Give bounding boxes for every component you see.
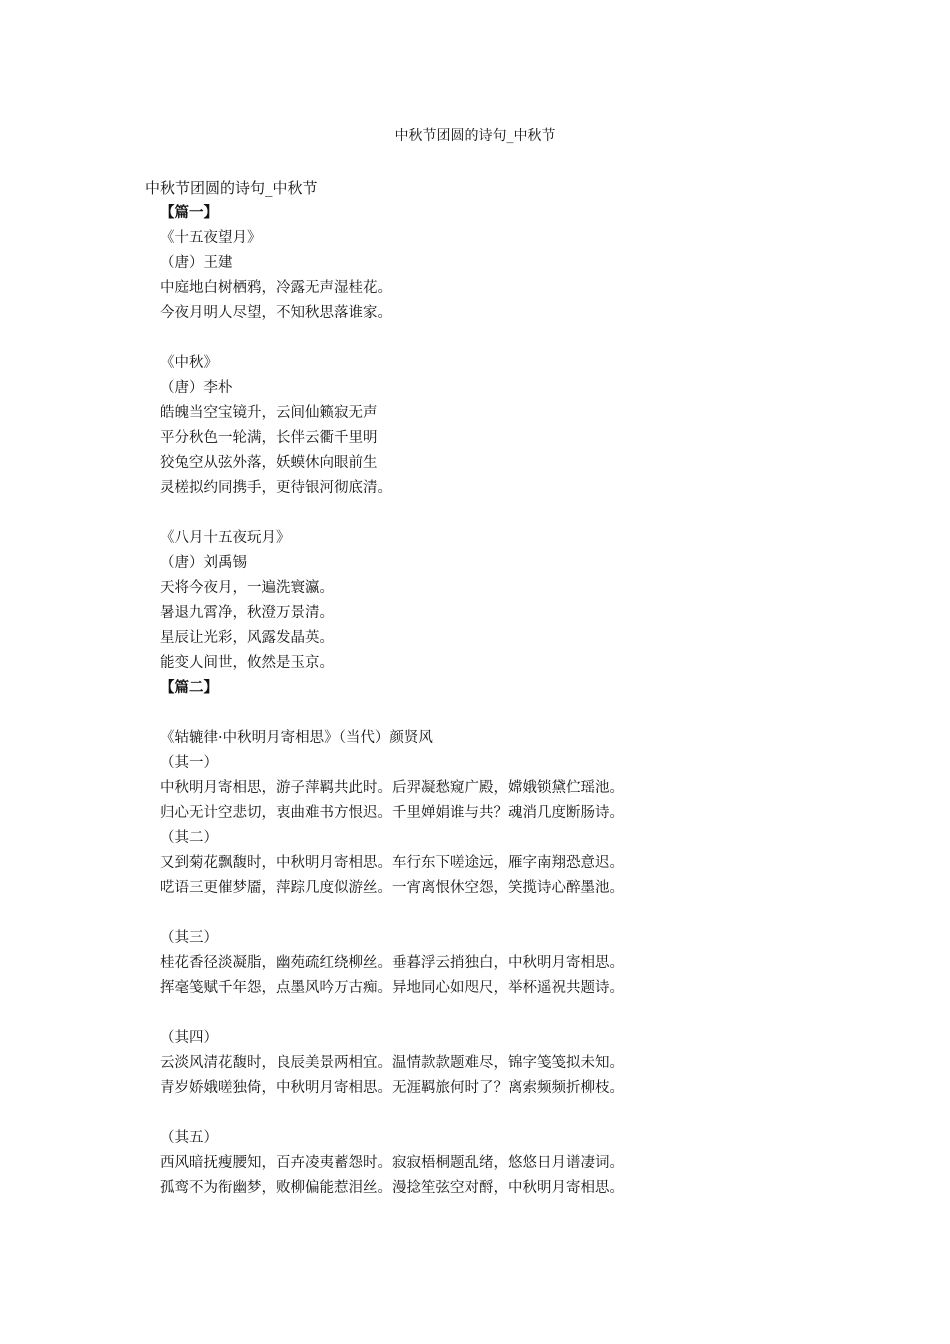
poem-attribution: （唐）王建 bbox=[160, 255, 233, 271]
blank-line bbox=[160, 703, 720, 728]
poem-line: 云淡风清花馥时，良辰美景两相宜。温情款款题难尽，锦字笺笺拟未知。 bbox=[160, 1055, 624, 1071]
section-marker: 【篇二】 bbox=[160, 679, 218, 696]
poem-line: 皓魄当空宝镜升，云间仙籁寂无声 bbox=[160, 405, 378, 421]
poem-line: 灵槎拟约同携手，更待银河彻底清。 bbox=[160, 480, 392, 496]
poem-line: 青岁娇娥嗟独倚，中秋明月寄相思。无涯羁旅何时了？离索频频折柳枝。 bbox=[160, 1080, 624, 1096]
poem-attribution: （其三） bbox=[160, 930, 218, 946]
blank-line bbox=[160, 903, 720, 928]
blank-line bbox=[160, 1003, 720, 1028]
poem-line: 能变人间世，攸然是玉京。 bbox=[160, 655, 334, 671]
poem-line: 平分秋色一轮满，长伴云衢千里明 bbox=[160, 430, 378, 446]
poem-line: 呓语三更催梦靥，萍踪几度似游丝。一宵离恨休空怨，笑揽诗心醉墨池。 bbox=[160, 880, 624, 896]
blank-line bbox=[160, 1103, 720, 1128]
poem-line: 桂花香径淡凝脂，幽苑疏红绕柳丝。垂暮浮云捎独白，中秋明月寄相思。 bbox=[160, 955, 624, 971]
poem-title: 《轱辘律·中秋明月寄相思》（当代）颜贤风 bbox=[160, 730, 433, 746]
poem-line: 又到菊花飘馥时，中秋明月寄相思。车行东下嗟途远，雁字南翔恐意迟。 bbox=[160, 855, 624, 871]
poem-line: 挥毫笺赋千年怨，点墨风吟万古痴。异地同心如咫尺，举杯遥祝共题诗。 bbox=[160, 980, 624, 996]
document-body bbox=[160, 203, 720, 1203]
section-marker: 【篇一】 bbox=[160, 204, 218, 221]
poem-line: 孤鸾不为衔幽梦，败柳偏能惹泪丝。漫捻笙弦空对酹，中秋明月寄相思。 bbox=[160, 1180, 624, 1196]
poem-line: 归心无计空悲切，衷曲难书方恨迟。千里婵娟谁与共？魂消几度断肠诗。 bbox=[160, 805, 624, 821]
poem-title: 《中秋》 bbox=[160, 355, 218, 371]
blank-line bbox=[160, 503, 720, 528]
poem-attribution: （其四） bbox=[160, 1030, 218, 1046]
poem-attribution: （其二） bbox=[160, 830, 218, 846]
document-heading: 中秋节团圆的诗句_中秋节 bbox=[145, 179, 318, 197]
poem-line: 天将今夜月，一遍洗寰瀛。 bbox=[160, 580, 334, 596]
poem-attribution: （唐）李朴 bbox=[160, 380, 233, 396]
poem-attribution: （唐）刘禹锡 bbox=[160, 555, 247, 571]
poem-attribution: （其五） bbox=[160, 1130, 218, 1146]
poem-line: 今夜月明人尽望，不知秋思落谁家。 bbox=[160, 305, 392, 321]
poem-line: 狡兔空从弦外落，妖蟆休向眼前生 bbox=[160, 455, 378, 471]
page-title: 中秋节团圆的诗句_中秋节 bbox=[394, 128, 556, 144]
poem-attribution: （其一） bbox=[160, 755, 218, 771]
poem-title: 《八月十五夜玩月》 bbox=[160, 530, 291, 546]
poem-line: 西风暗抚瘦腰知，百卉凌夷蓄怨时。寂寂梧桐题乱绪，悠悠日月谱凄词。 bbox=[160, 1155, 624, 1171]
poem-title: 《十五夜望月》 bbox=[160, 230, 262, 246]
poem-line: 中秋明月寄相思，游子萍羁共此时。后羿凝愁窥广殿，嫦娥锁黛伫瑶池。 bbox=[160, 780, 624, 796]
poem-line: 中庭地白树栖鸦，冷露无声湿桂花。 bbox=[160, 280, 392, 296]
poem-line: 星辰让光彩，风露发晶英。 bbox=[160, 630, 334, 646]
blank-line bbox=[160, 328, 720, 353]
poem-line: 暑退九霄净，秋澄万景清。 bbox=[160, 605, 334, 621]
